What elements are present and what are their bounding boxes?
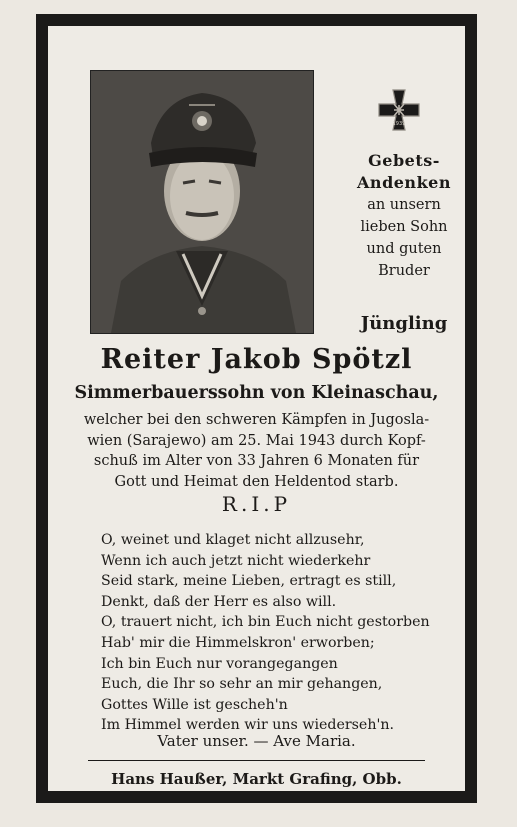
death-notice-text [48, 410, 465, 492]
poem-line: O, weinet und klaget nicht allzusehr, [101, 532, 365, 548]
dedication-text [334, 150, 474, 282]
poem-line: Gottes Wille ist gescheh'n [101, 696, 288, 713]
poem-line: Seid stark, meine Lieben, ertragt es still, [101, 573, 397, 590]
deceased-name: Reiter Jakob Spötzl [100, 344, 413, 375]
dedication-line: Bruder [378, 263, 430, 279]
dedication-line: lieben Sohn [360, 219, 448, 235]
poem-line: Wenn ich auch jetzt nicht wiederkehr [101, 552, 371, 569]
poem-line: Denkt, daß der Herr es also will. [101, 593, 337, 610]
rip-heading: R.I.P [221, 492, 292, 516]
portrait-photo [90, 70, 314, 334]
poem-line: Im Himmel werden wir uns wiederseh'n. [101, 717, 395, 734]
origin-subtitle: Simmerbauerssohn von Kleinaschau, [74, 383, 439, 403]
iron-cross-icon [377, 88, 421, 132]
notice-line: welcher bei den schweren Kämpfen in Jugosla- [83, 412, 430, 428]
dedication-line: Gebets- [368, 151, 440, 170]
divider [88, 760, 425, 761]
printer-credit: Hans Haußer, Markt Grafing, Obb. [111, 770, 402, 788]
prayer-line: Vater unser. — Ave Maria. [157, 732, 356, 750]
notice-line: schuß im Alter von 33 Jahren 6 Monaten für [93, 453, 420, 469]
poem-line: Euch, die Ihr so sehr an mir gehangen, [101, 676, 383, 693]
title-juengling: Jüngling [360, 313, 448, 334]
dedication-line: an unsern [367, 197, 441, 213]
dedication-line: und guten [366, 241, 442, 257]
notice-line: Gott und Heimat den Heldentod starb. [114, 473, 399, 490]
notice-line: wien (Sarajewo) am 25. Mai 1943 durch Kopf- [87, 432, 426, 449]
cross-year: 1939 [392, 121, 406, 127]
black-border-frame [36, 14, 477, 803]
poem-line: Ich bin Euch nur vorangegangen [101, 655, 338, 672]
poem-line: Hab' mir die Himmelskron' erworben; [101, 634, 375, 651]
poem-line: O, trauert nicht, ich bin Euch nicht gestorben [101, 614, 430, 631]
dedication-line: Andenken [357, 173, 451, 192]
memorial-poem [101, 530, 461, 736]
